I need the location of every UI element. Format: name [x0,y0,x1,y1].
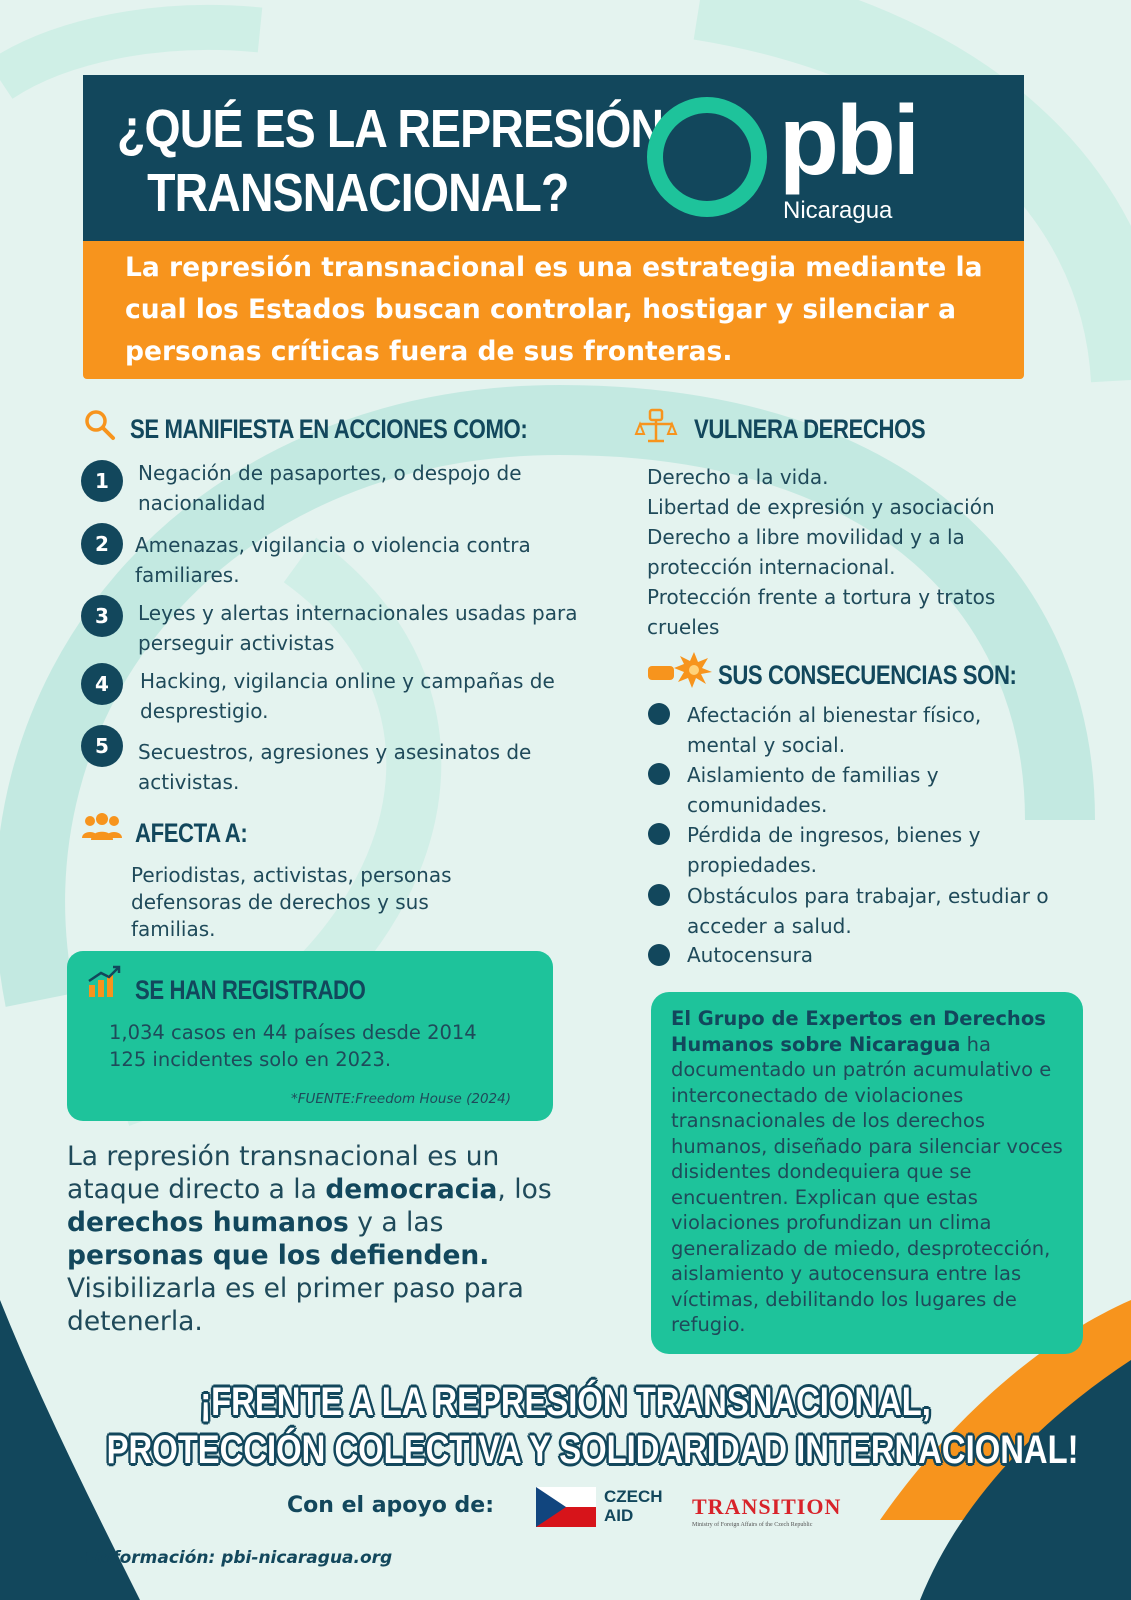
rights-list [647,462,1067,642]
statement-bold-rights: derechos humanos [67,1207,349,1238]
bullet-dot [648,823,670,845]
transition-subtitle: Ministry of Foreign Affairs of the Czech Republic [692,1522,813,1528]
czech-aid-logo [604,1487,663,1525]
rights-line: Derecho a la vida. [647,465,829,489]
registered-stats [109,1019,477,1073]
registered-heading: SE HAN REGISTRADO [135,975,366,1005]
registered-line-1: 1,034 casos en 44 países desde 2014 [109,1021,477,1044]
definition-text: La represión transnacional es una estrategia mediante la cual los Estados buscan controlar, hostigar y silenciar a personas críticas fuera de sus fronteras. [125,252,983,367]
list-number-5: 5 [81,725,123,767]
fist-scales-icon [634,408,678,444]
pbi-logo-subtitle: Nicaragua [783,197,893,224]
bullet-dot [648,763,670,785]
list-item: Autocensura [687,943,813,967]
title-line-1: ¿QUÉ ES LA REPRESIÓN [117,99,664,159]
more-info-link[interactable]: +información: pbi-nicaragua.org [80,1548,393,1568]
support-label: Con el apoyo de: [287,1493,494,1518]
statement-bold-defenders: personas que los defienden. [67,1240,490,1271]
pbi-logo: pbi [779,85,917,195]
transition-logo: TRANSITION [692,1494,842,1519]
czech-aid-line-1: CZECH [604,1487,663,1506]
manifests-heading: SE MANIFIESTA EN ACCIONES COMO: [130,414,528,444]
czech-aid-line-2: AID [604,1506,634,1525]
slogan-line-2: PROTECCIÓN COLECTIVA Y SOLIDARIDAD INTERNACIONAL! [106,1428,1079,1472]
slogan-line-1: ¡FRENTE A LA REPRESIÓN TRANSNACIONAL, [200,1380,931,1424]
bullet-dot [648,944,670,966]
list-item: Secuestros, agresiones y asesinatos de activistas. [138,740,532,794]
slogan [0,1378,1131,1474]
rights-line: Derecho a libre movilidad y a la [647,525,965,549]
experts-text [671,1006,1071,1338]
consequences-heading: SUS CONSECUENCIAS SON: [718,660,1017,690]
registered-source: *FUENTE:Freedom House (2024) [290,1091,511,1107]
fist-impact-icon [646,648,712,688]
rights-line: Libertad de expresión y asociación [647,495,995,519]
czech-flag-icon [536,1487,596,1527]
statement-text: Visibilizarla es el primer paso para detenerla. [67,1273,524,1337]
page-title [117,97,664,225]
experts-body: ha documentado un patrón acumulativo e interconectado de violaciones transnacionales de los derechos humanos, diseñado para silenciar voces disidentes dondequiera que se encuentren. Explican que estas violaciones profundizan un clima generalizado de miedo, desprotección, aislamiento y autocensura entre las víctimas, debilitando los lugares de refugio. [671,1032,1063,1336]
registered-box [67,951,553,1121]
title-line-2: TRANSNACIONAL? [147,163,569,223]
rights-line: Protección frente a tortura y tratos [647,585,996,609]
definition-band [83,241,1024,379]
people-group-icon [80,812,124,842]
list-item: Aislamiento de familias y comunidades. [687,763,939,817]
rights-line: crueles [647,615,720,639]
statement-text: La represión transnacional es un ataque directo a la [67,1141,500,1205]
list-item: Hacking, vigilancia online y campañas de desprestigio. [140,669,555,723]
bar-chart-icon [87,965,121,999]
statement-text: , los [497,1174,552,1205]
statement-text: y a las [348,1207,444,1238]
registered-line-2: 125 incidentes solo en 2023. [109,1048,392,1071]
bullet-dot [648,884,670,906]
header-banner [83,75,1024,241]
experts-box [651,992,1083,1354]
closing-statement [67,1140,587,1338]
list-item: Afectación al bienestar físico, mental y social. [687,703,982,757]
bullet-dot [648,703,670,725]
list-item: Negación de pasaportes, o despojo de nacionalidad [138,461,522,515]
experts-group-name: El Grupo de Expertos en Derechos Humanos sobre Nicaragua [671,1007,1046,1056]
rights-line: protección internacional. [647,555,896,579]
affects-heading: AFECTA A: [135,818,248,848]
search-icon [83,408,117,442]
pbi-logo-ring-icon [643,93,771,221]
list-item: Leyes y alertas internacionales usadas para perseguir activistas [138,601,578,655]
list-item: Obstáculos para trabajar, estudiar o acceder a salud. [687,884,1049,938]
rights-heading: VULNERA DERECHOS [694,414,926,444]
list-number-4: 4 [81,663,123,705]
list-number-2: 2 [81,523,123,565]
list-item: Amenazas, vigilancia o violencia contra familiares. [135,533,531,587]
affects-text: Periodistas, activistas, personas defensoras de derechos y sus familias. [131,863,452,941]
list-number-1: 1 [81,460,123,502]
list-number-3: 3 [81,595,123,637]
statement-bold-democracy: democracia [325,1174,498,1205]
list-item: Pérdida de ingresos, bienes y propiedades. [687,823,981,877]
